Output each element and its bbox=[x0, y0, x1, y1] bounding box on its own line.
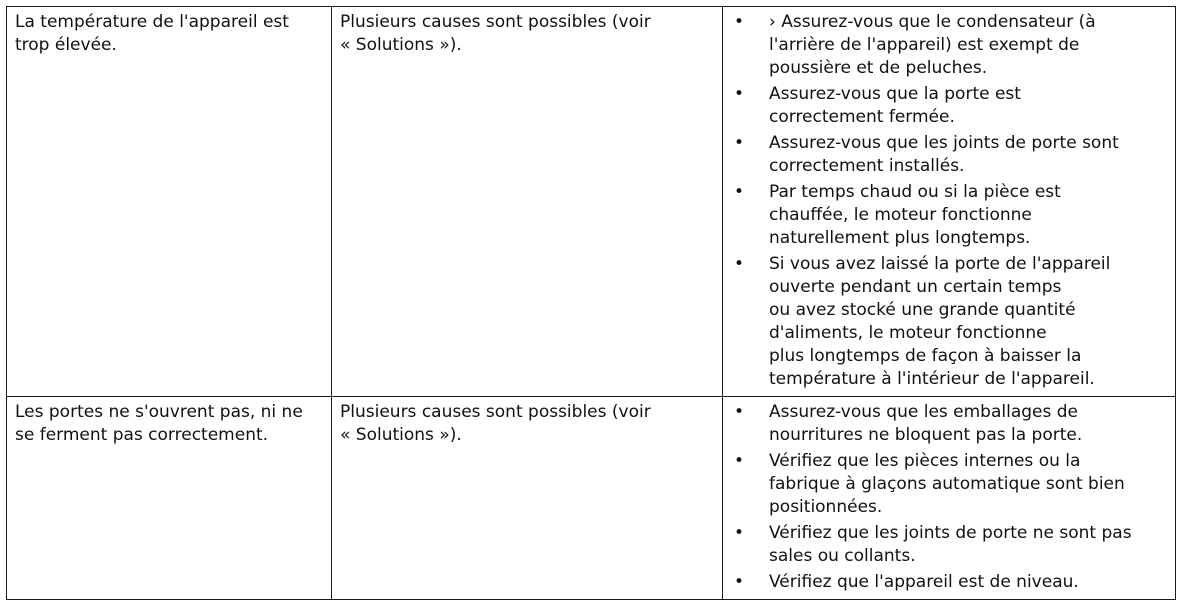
bullet-icon: • bbox=[734, 451, 745, 471]
cause-cell bbox=[332, 397, 723, 600]
cause-cell bbox=[332, 7, 723, 397]
solutions-list bbox=[723, 11, 1169, 391]
solution-text: Vérifiez que les joints de porte ne sont pas sales ou collants. bbox=[769, 523, 1132, 566]
solution-text: Assurez-vous que les emballages de nourritures ne bloquent pas la porte. bbox=[769, 402, 1083, 445]
solution-text: Vérifiez que l'appareil est de niveau. bbox=[769, 572, 1079, 592]
list-item bbox=[723, 522, 1169, 568]
list-item bbox=[723, 450, 1169, 519]
problem-text: La température de l'appareil est trop élevée. bbox=[15, 12, 289, 55]
solutions-list bbox=[723, 401, 1169, 594]
list-item bbox=[723, 181, 1169, 250]
solution-text: › Assurez-vous que le condensateur (à l'arrière de l'appareil) est exempt de poussière et de peluches. bbox=[769, 12, 1096, 78]
bullet-icon: • bbox=[734, 572, 745, 592]
troubleshooting-table bbox=[6, 6, 1176, 600]
bullet-icon: • bbox=[734, 133, 745, 153]
problem-cell bbox=[7, 397, 332, 600]
bullet-icon: • bbox=[734, 12, 745, 32]
list-item bbox=[723, 401, 1169, 447]
bullet-icon: • bbox=[734, 84, 745, 104]
solutions-cell bbox=[723, 7, 1176, 397]
solution-text: Assurez-vous que la porte est correctement fermée. bbox=[769, 84, 1021, 127]
bullet-icon: • bbox=[734, 254, 745, 274]
list-item bbox=[723, 11, 1169, 80]
cause-text: Plusieurs causes sont possibles (voir « Solutions »). bbox=[340, 12, 651, 55]
bullet-icon: • bbox=[734, 402, 745, 422]
cause-text: Plusieurs causes sont possibles (voir « Solutions »). bbox=[340, 402, 651, 445]
solution-text: Par temps chaud ou si la pièce est chauffée, le moteur fonctionne naturellement plus longtemps. bbox=[769, 182, 1061, 248]
problem-text: Les portes ne s'ouvrent pas, ni ne se ferment pas correctement. bbox=[15, 402, 303, 445]
list-item bbox=[723, 83, 1169, 129]
list-item bbox=[723, 253, 1169, 391]
table-row bbox=[7, 397, 1176, 600]
bullet-icon: • bbox=[734, 523, 745, 543]
problem-cell bbox=[7, 7, 332, 397]
table-row bbox=[7, 7, 1176, 397]
solutions-cell bbox=[723, 397, 1176, 600]
solution-text: Vérifiez que les pièces internes ou la fabrique à glaçons automatique sont bien positionnées. bbox=[769, 451, 1125, 517]
list-item bbox=[723, 571, 1169, 594]
list-item bbox=[723, 132, 1169, 178]
solution-text: Assurez-vous que les joints de porte sont correctement installés. bbox=[769, 133, 1119, 176]
solution-text: Si vous avez laissé la porte de l'appareil ouverte pendant un certain temps ou avez stocké une grande quantité d'aliments, le moteur fonctionne plus longtemps de façon à baisser la température à l'intérieur de l'appareil. bbox=[769, 254, 1111, 389]
bullet-icon: • bbox=[734, 182, 745, 202]
